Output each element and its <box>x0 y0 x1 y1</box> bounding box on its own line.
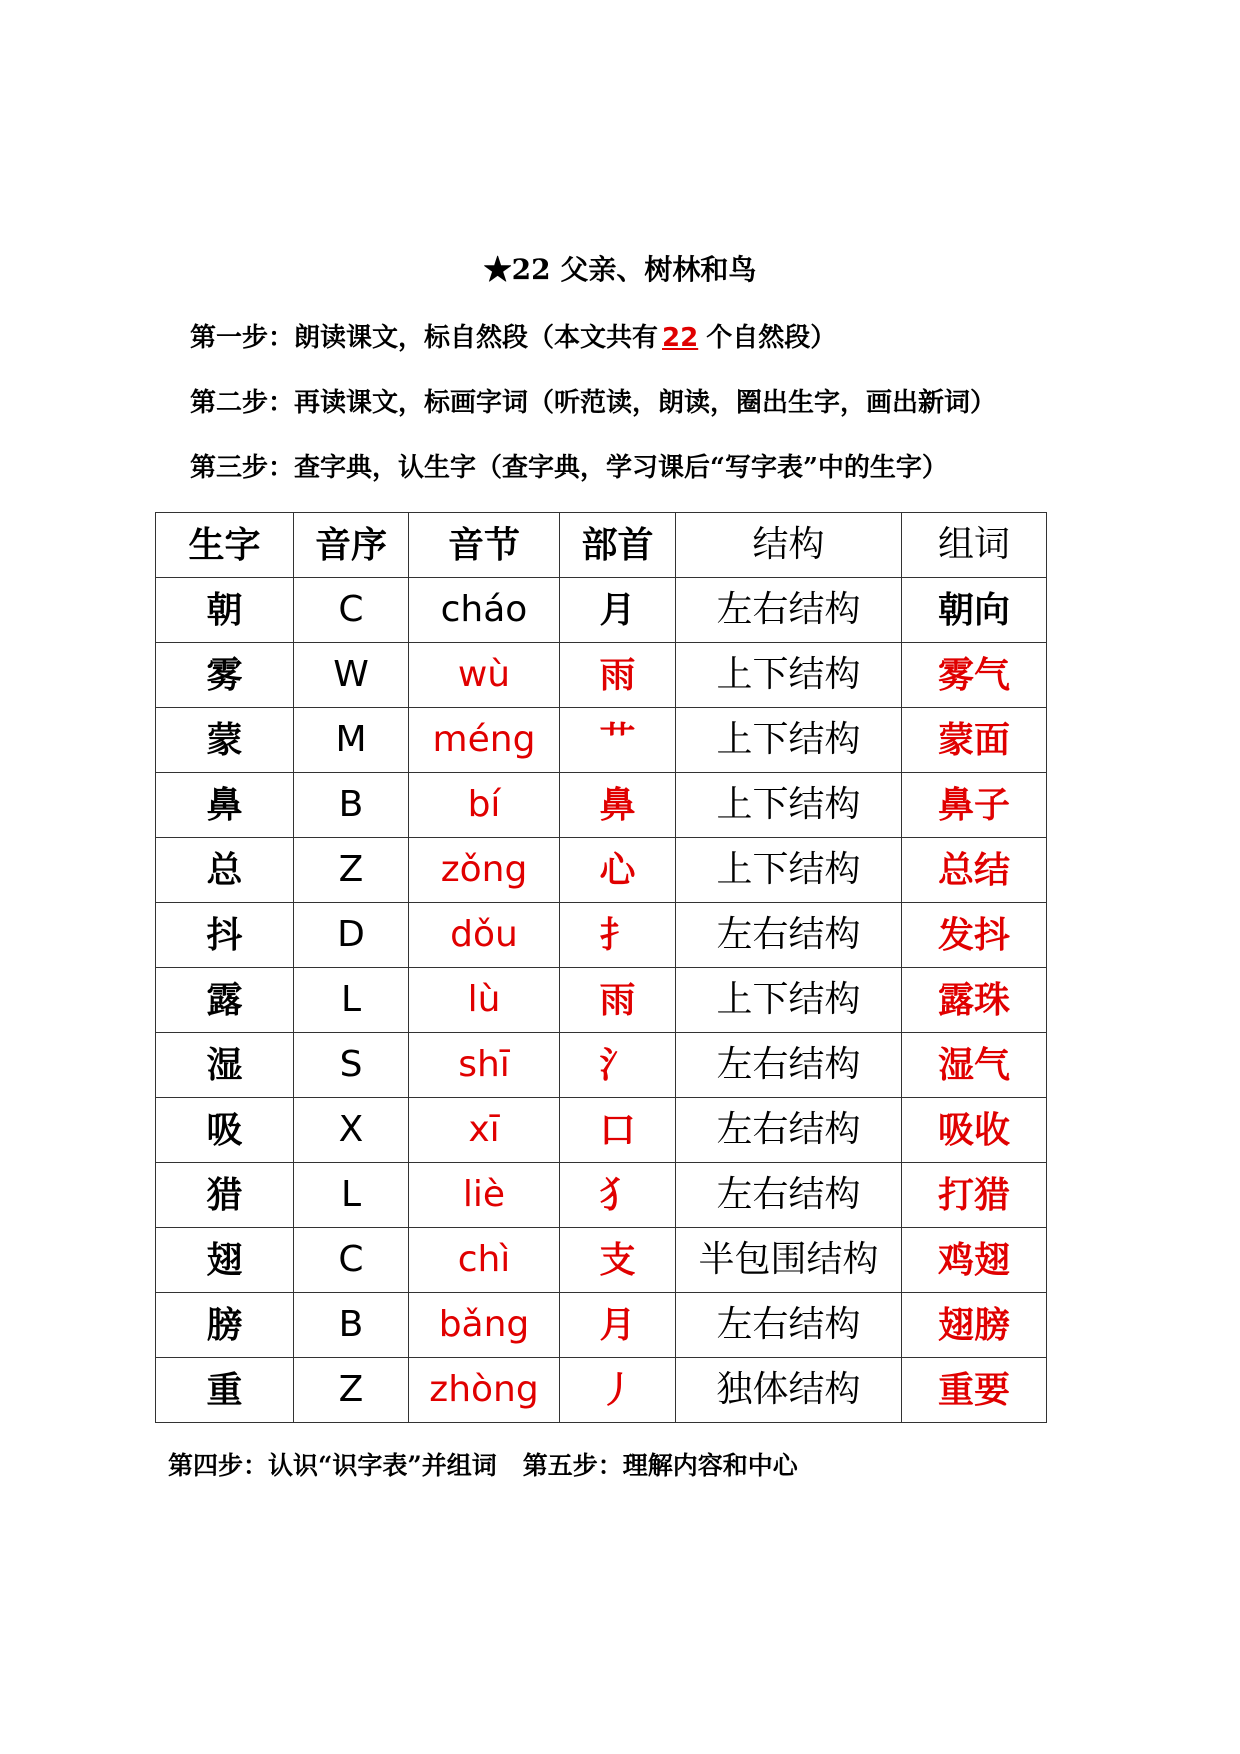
cell-phonetic-order: W <box>294 643 409 708</box>
cell-word: 翅膀 <box>902 1293 1047 1358</box>
cell-radical: 心 <box>560 838 676 903</box>
paragraph-count: 22 <box>662 323 699 353</box>
cell-syllable: cháo <box>409 578 560 643</box>
header-phonetic-order: 音序 <box>294 513 409 578</box>
cell-syllable: zhòng <box>409 1358 560 1423</box>
table-row <box>156 643 1047 708</box>
cell-character: 露 <box>156 968 294 1033</box>
cell-character: 翅 <box>156 1228 294 1293</box>
step-one-text: 第一步：朗读课文，标自然段（本文共有 <box>190 323 659 353</box>
table-row <box>156 1228 1047 1293</box>
cell-phonetic-order: S <box>294 1033 409 1098</box>
cell-phonetic-order: D <box>294 903 409 968</box>
cell-character: 鼻 <box>156 773 294 838</box>
cell-phonetic-order: C <box>294 1228 409 1293</box>
page-title: ★22 父亲、树林和鸟 <box>483 253 757 286</box>
cell-phonetic-order: M <box>294 708 409 773</box>
table-row <box>156 578 1047 643</box>
cell-character: 猎 <box>156 1163 294 1228</box>
cell-syllable: liè <box>409 1163 560 1228</box>
cell-word: 鸡翅 <box>902 1228 1047 1293</box>
cell-word: 吸收 <box>902 1098 1047 1163</box>
cell-radical: 支 <box>560 1228 676 1293</box>
cell-structure: 左右结构 <box>676 1098 902 1163</box>
table-row <box>156 838 1047 903</box>
cell-character: 雾 <box>156 643 294 708</box>
cell-word: 雾气 <box>902 643 1047 708</box>
step-one <box>190 318 836 358</box>
cell-radical: 鼻 <box>560 773 676 838</box>
step-two: 第二步：再读课文，标画字词（听范读，朗读，圈出生字，画出新词） <box>190 388 997 418</box>
cell-word: 朝向 <box>902 578 1047 643</box>
cell-word: 蒙面 <box>902 708 1047 773</box>
cell-syllable: shī <box>409 1033 560 1098</box>
table-row <box>156 903 1047 968</box>
table-header-row <box>156 513 1047 578</box>
table-row <box>156 1098 1047 1163</box>
cell-radical: 雨 <box>560 968 676 1033</box>
cell-character: 总 <box>156 838 294 903</box>
cell-structure: 左右结构 <box>676 1163 902 1228</box>
cell-structure: 左右结构 <box>676 1033 902 1098</box>
cell-phonetic-order: L <box>294 1163 409 1228</box>
header-word-formation: 组词 <box>902 513 1047 578</box>
step-three: 第三步：查字典，认生字（查字典，学习课后“写字表”中的生字） <box>190 453 948 483</box>
cell-syllable: zǒng <box>409 838 560 903</box>
step-five: 第五步：理解内容和中心 <box>522 1451 798 1480</box>
table-row <box>156 773 1047 838</box>
cell-syllable: wù <box>409 643 560 708</box>
footer-steps <box>168 1446 798 1486</box>
cell-radical: 扌 <box>560 903 676 968</box>
cell-structure: 独体结构 <box>676 1358 902 1423</box>
table-row <box>156 1163 1047 1228</box>
table-row <box>156 1293 1047 1358</box>
cell-word: 发抖 <box>902 903 1047 968</box>
cell-structure: 左右结构 <box>676 1293 902 1358</box>
step-one-suffix: 个自然段） <box>706 323 837 353</box>
cell-character: 吸 <box>156 1098 294 1163</box>
table-row <box>156 708 1047 773</box>
header-character: 生字 <box>156 513 294 578</box>
cell-word: 露珠 <box>902 968 1047 1033</box>
cell-radical: 月 <box>560 1293 676 1358</box>
cell-radical: 口 <box>560 1098 676 1163</box>
cell-syllable: méng <box>409 708 560 773</box>
cell-phonetic-order: B <box>294 773 409 838</box>
step-four: 第四步：认识“识字表”并组词 <box>168 1451 497 1480</box>
cell-phonetic-order: C <box>294 578 409 643</box>
cell-syllable: chì <box>409 1228 560 1293</box>
cell-radical: 月 <box>560 578 676 643</box>
table-row <box>156 968 1047 1033</box>
cell-word: 湿气 <box>902 1033 1047 1098</box>
header-structure: 结构 <box>676 513 902 578</box>
cell-structure: 上下结构 <box>676 643 902 708</box>
cell-radical: 犭 <box>560 1163 676 1228</box>
cell-character: 膀 <box>156 1293 294 1358</box>
header-syllable: 音节 <box>409 513 560 578</box>
cell-structure: 左右结构 <box>676 903 902 968</box>
cell-syllable: bí <box>409 773 560 838</box>
cell-word: 鼻子 <box>902 773 1047 838</box>
cell-syllable: xī <box>409 1098 560 1163</box>
table-row <box>156 1033 1047 1098</box>
table-body <box>156 578 1047 1423</box>
new-characters-table <box>155 512 1047 1423</box>
cell-phonetic-order: X <box>294 1098 409 1163</box>
cell-structure: 上下结构 <box>676 773 902 838</box>
cell-word: 重要 <box>902 1358 1047 1423</box>
cell-word: 总结 <box>902 838 1047 903</box>
table-row <box>156 1358 1047 1423</box>
cell-structure: 左右结构 <box>676 578 902 643</box>
cell-radical: 艹 <box>560 708 676 773</box>
cell-structure: 上下结构 <box>676 838 902 903</box>
cell-character: 重 <box>156 1358 294 1423</box>
cell-word: 打猎 <box>902 1163 1047 1228</box>
cell-phonetic-order: Z <box>294 1358 409 1423</box>
header-radical: 部首 <box>560 513 676 578</box>
cell-character: 蒙 <box>156 708 294 773</box>
cell-structure: 上下结构 <box>676 708 902 773</box>
cell-character: 朝 <box>156 578 294 643</box>
cell-phonetic-order: Z <box>294 838 409 903</box>
cell-structure: 半包围结构 <box>676 1228 902 1293</box>
cell-radical: 雨 <box>560 643 676 708</box>
cell-radical: 丿 <box>560 1358 676 1423</box>
cell-character: 湿 <box>156 1033 294 1098</box>
cell-syllable: bǎng <box>409 1293 560 1358</box>
cell-syllable: lù <box>409 968 560 1033</box>
cell-syllable: dǒu <box>409 903 560 968</box>
cell-radical: 氵 <box>560 1033 676 1098</box>
cell-phonetic-order: B <box>294 1293 409 1358</box>
cell-character: 抖 <box>156 903 294 968</box>
cell-structure: 上下结构 <box>676 968 902 1033</box>
cell-phonetic-order: L <box>294 968 409 1033</box>
